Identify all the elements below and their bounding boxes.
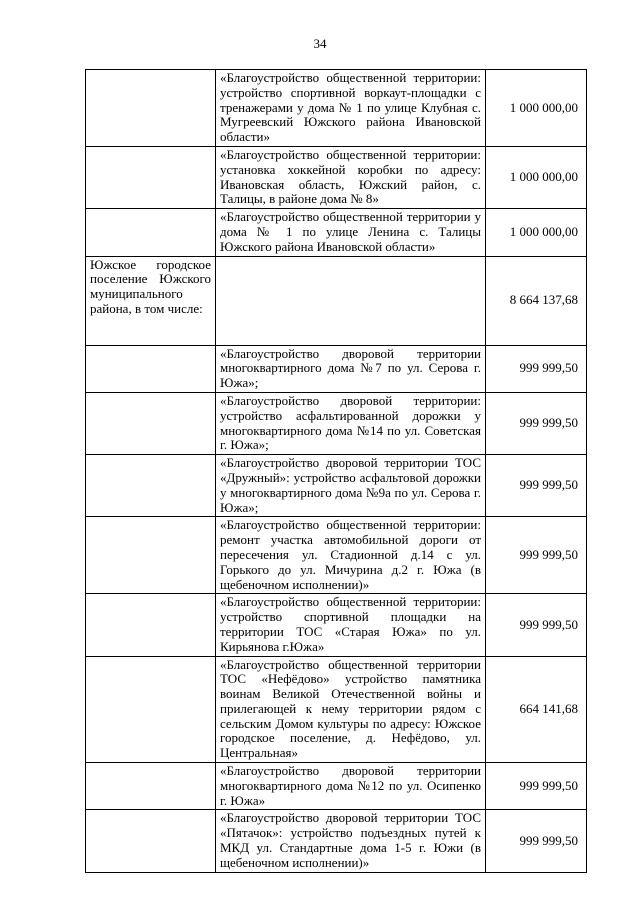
amount-cell: 1 000 000,00 <box>486 209 587 256</box>
table-row <box>86 70 587 147</box>
amount-cell: 999 999,50 <box>486 392 587 454</box>
municipality-cell <box>86 345 216 392</box>
amount-cell: 999 999,50 <box>486 455 587 517</box>
municipality-cell <box>86 656 216 763</box>
municipality-cell <box>86 70 216 147</box>
municipality-cell: Южское городское поселение Южского муниципального района, в том числе: <box>86 256 216 345</box>
municipality-cell <box>86 392 216 454</box>
project-description-cell: «Благоустройство дворовой территории многоквартирного дома №7 по ул. Серова г. Южа»; <box>216 345 486 392</box>
amount-cell: 999 999,50 <box>486 763 587 810</box>
municipality-cell <box>86 146 216 208</box>
project-description-cell: «Благоустройство общественной территории: ремонт участка автомобильной дороги от пересечения ул. Стадионной д.14 с ул. Горького до ул. Мичурина д.2 г. Южа (в щебеночном исполнении)» <box>216 517 486 594</box>
table-row <box>86 256 587 345</box>
project-description-cell: «Благоустройство общественной территории: установка хоккейной коробки по адресу: Ивановская область, Южский район, с. Талицы, в районе дома № 8» <box>216 146 486 208</box>
table-row <box>86 209 587 256</box>
project-description-cell: «Благоустройство дворовой территории ТОС «Пятачок»: устройство подъездных путей к МКД ул. Стандартные дома 1-5 г. Южи (в щебеночном исполнении)» <box>216 810 486 872</box>
amount-cell: 999 999,50 <box>486 517 587 594</box>
amount-cell: 1 000 000,00 <box>486 70 587 147</box>
project-description-cell: «Благоустройство дворовой территории ТОС «Дружный»: устройство асфальтовой дорожки у многоквартирного дома №9а по ул. Серова г. Южа»; <box>216 455 486 517</box>
amount-cell: 999 999,50 <box>486 345 587 392</box>
amount-cell: 8 664 137,68 <box>486 256 587 345</box>
table-row <box>86 810 587 872</box>
table-row <box>86 455 587 517</box>
amount-cell: 664 141,68 <box>486 656 587 763</box>
municipality-cell <box>86 455 216 517</box>
table-row <box>86 594 587 656</box>
budget-table <box>85 69 587 873</box>
project-description-cell: «Благоустройство дворовой территории: устройство асфальтированной дорожки у многоквартирного дома №14 по ул. Советская г. Южа»; <box>216 392 486 454</box>
municipality-cell <box>86 594 216 656</box>
municipality-cell <box>86 810 216 872</box>
project-description-cell: «Благоустройство общественной территории ТОС «Нефёдово» устройство памятника воинам Великой Отечественной войны и прилегающей к нему территории рядом с сельским Домом культуры по адресу: Южское городское поселение, д. Нефёдово, ул. Центральная» <box>216 656 486 763</box>
table-row <box>86 517 587 594</box>
table-row <box>86 656 587 763</box>
table-row <box>86 146 587 208</box>
table-row <box>86 345 587 392</box>
amount-cell: 999 999,50 <box>486 594 587 656</box>
project-description-cell <box>216 256 486 345</box>
project-description-cell: «Благоустройство общественной территории у дома № 1 по улице Ленина с. Талицы Южского района Ивановской области» <box>216 209 486 256</box>
municipality-cell <box>86 517 216 594</box>
table-row <box>86 392 587 454</box>
municipality-cell <box>86 763 216 810</box>
amount-cell: 999 999,50 <box>486 810 587 872</box>
project-description-cell: «Благоустройство общественной территории: устройство спортивной воркаут-площадки с тренажерами у дома № 1 по улице Клубная с. Мугреевский Южского района Ивановской области» <box>216 70 486 147</box>
page-number: 34 <box>313 36 327 51</box>
project-description-cell: «Благоустройство общественной территории: устройство спортивной площадки на территории ТОС «Старая Южа» по ул. Кирьянова г.Южа» <box>216 594 486 656</box>
municipality-cell <box>86 209 216 256</box>
project-description-cell: «Благоустройство дворовой территории многоквартирного дома №12 по ул. Осипенко г. Южа» <box>216 763 486 810</box>
table-row <box>86 763 587 810</box>
amount-cell: 1 000 000,00 <box>486 146 587 208</box>
